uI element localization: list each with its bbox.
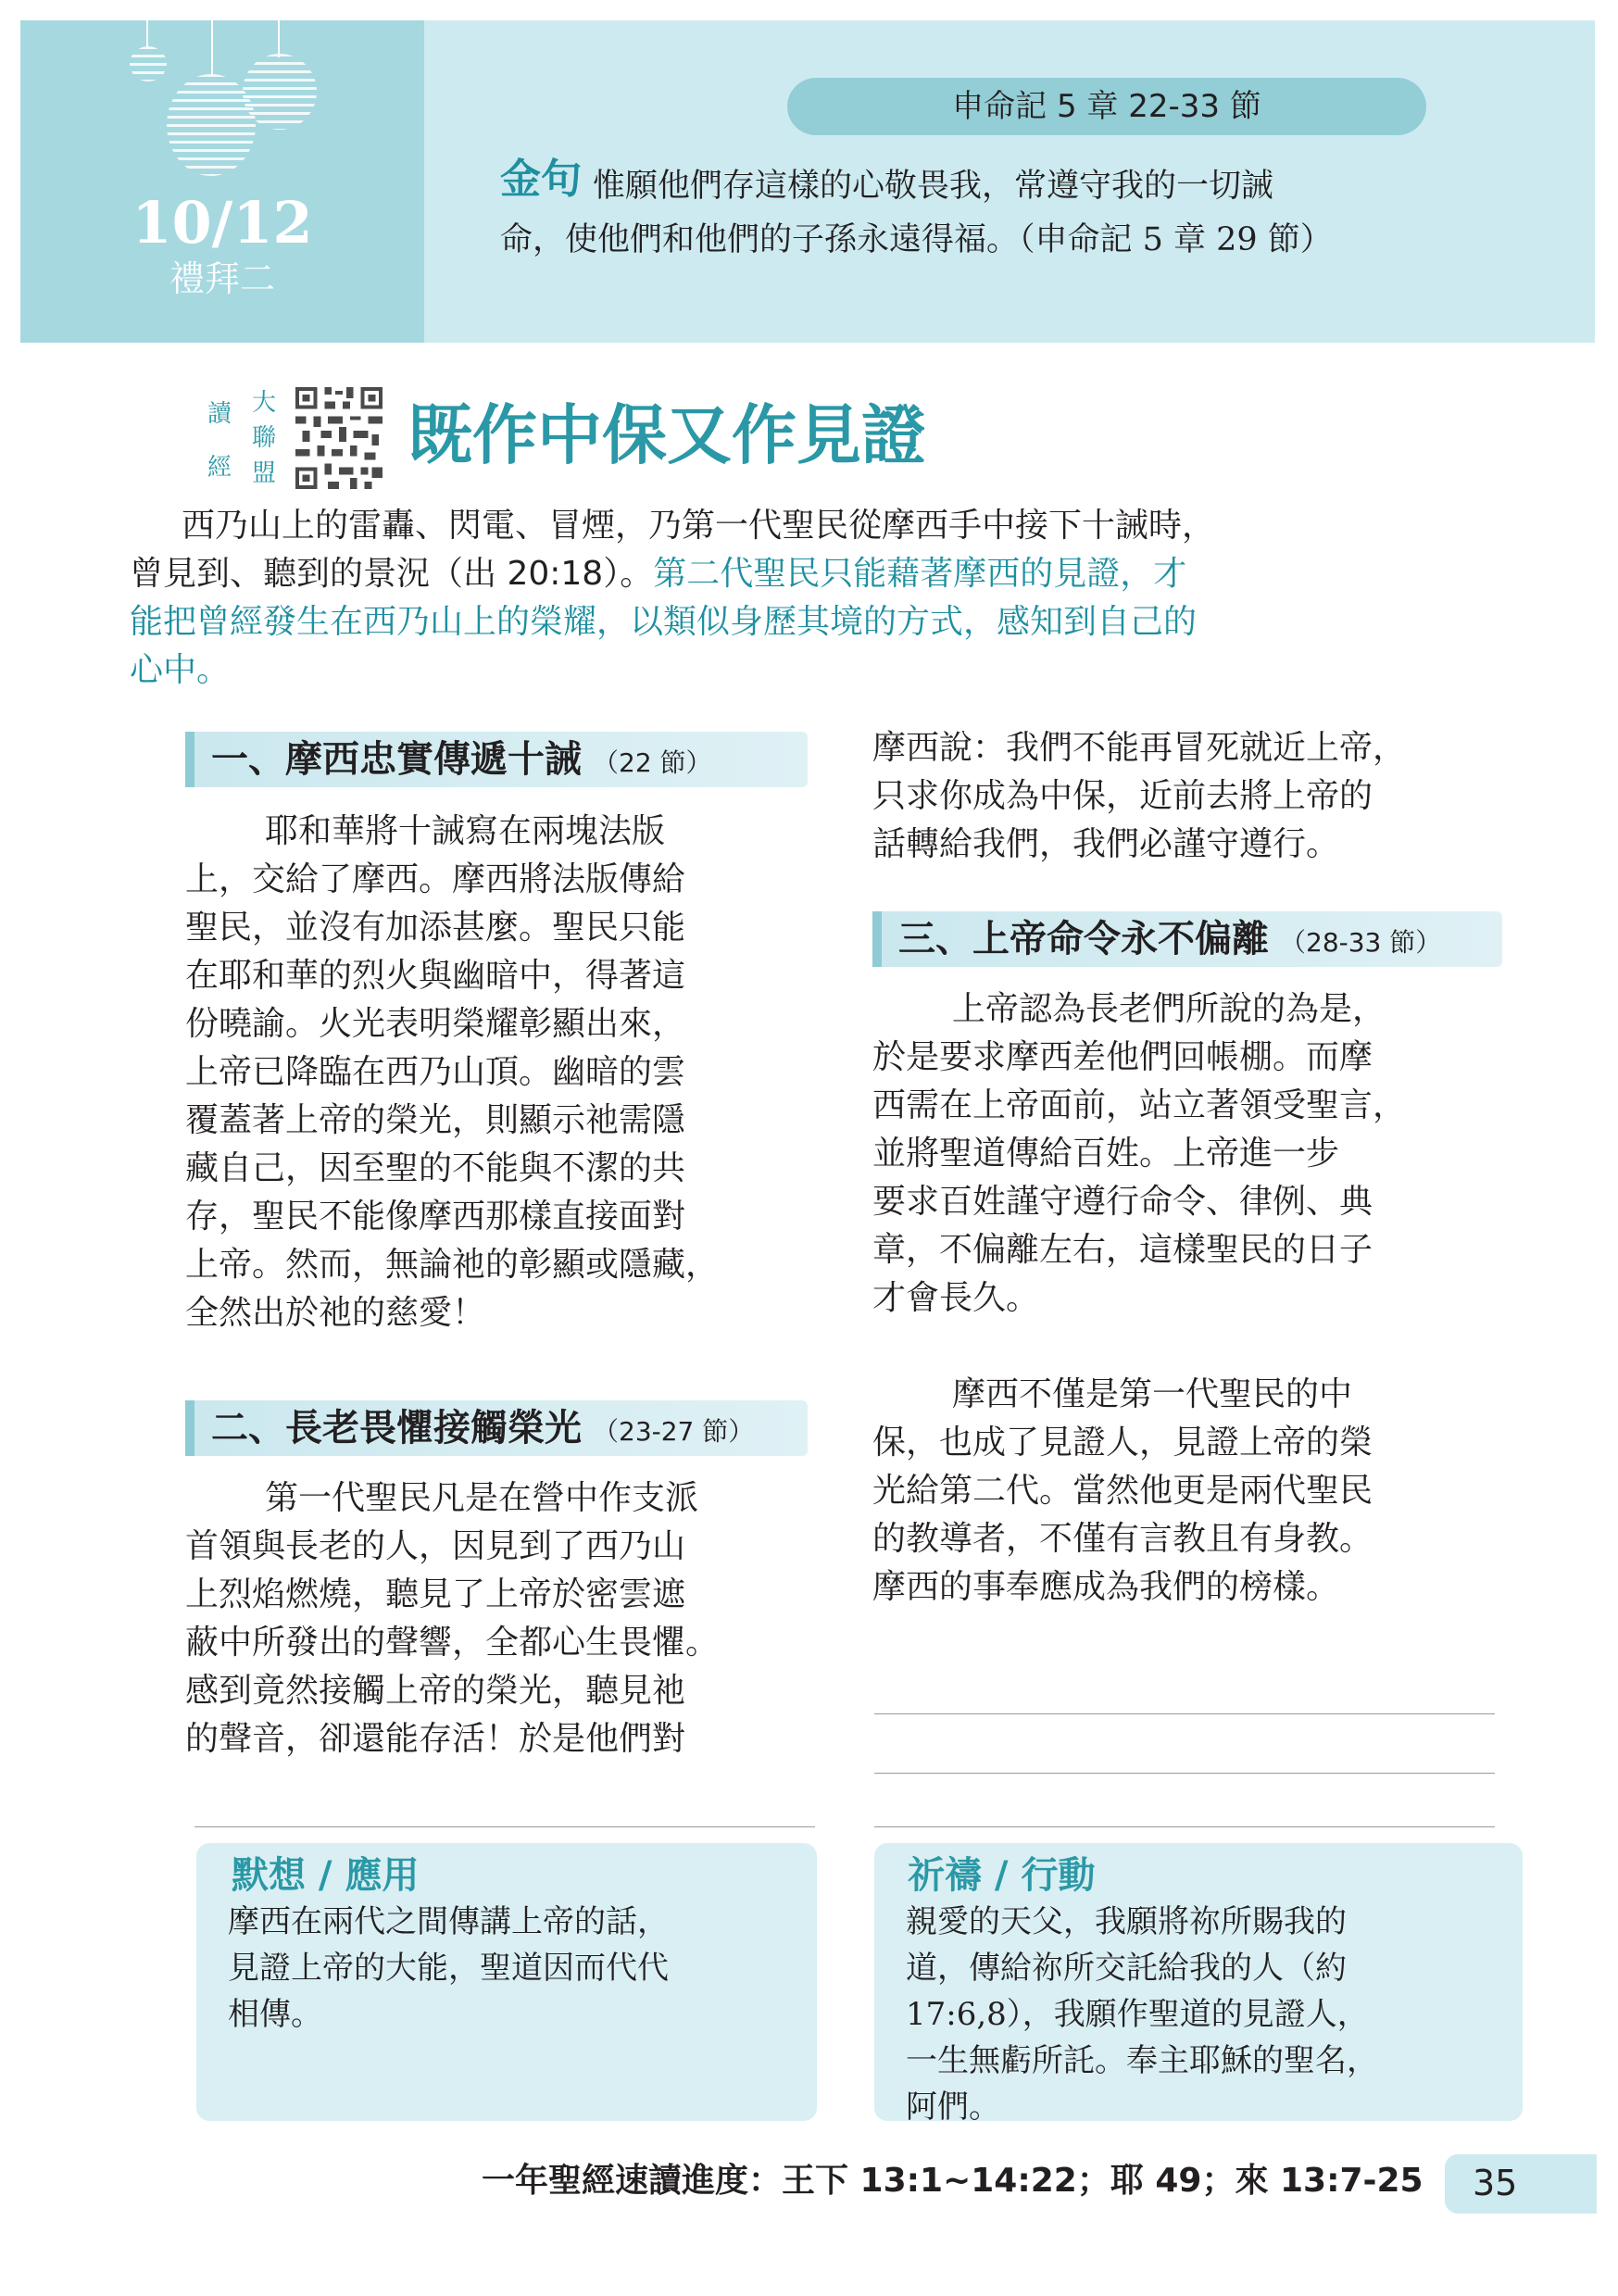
section1-line: 全然出於祂的慈愛！	[185, 1294, 486, 1332]
conclusion-line: 光給第二代。當然他更是兩代聖民	[872, 1472, 1373, 1510]
section1-header	[185, 732, 808, 787]
section2-header	[185, 1400, 808, 1456]
lantern-string-mid	[211, 20, 213, 76]
scripture-reference: 申命記 5 章 22-33 節	[952, 88, 1261, 125]
section1-line: 上帝已降臨在西乃山頂。幽暗的雲	[185, 1053, 686, 1091]
section1-line: 耶和華將十誡寫在兩塊法版	[265, 812, 666, 850]
section3-title: 三、上帝命令永不偏離	[898, 918, 1269, 960]
section2-continued-line: 只求你成為中保，近前去將上帝的	[872, 777, 1373, 815]
section1-line: 存，聖民不能像摩西那樣直接面對	[185, 1198, 686, 1236]
golden-verse-label: 金句	[500, 156, 582, 203]
page-number-tab	[1445, 2154, 1597, 2214]
weekday: 禮拜二	[169, 258, 275, 299]
section1-line: 份曉諭。火光表明榮耀彰顯出來，	[185, 1005, 686, 1043]
meditation-title: 默想 / 應用	[232, 1854, 420, 1897]
brand-left-char-1: 讀	[207, 400, 232, 428]
section1-line: 藏自己，因至聖的不能與不潔的共	[185, 1149, 686, 1187]
brand-right-char-3: 盟	[252, 459, 277, 487]
section3-line: 才會長久。	[872, 1279, 1040, 1317]
section3-line: 上帝認為長老們所說的為是，	[952, 990, 1386, 1028]
page-number: 35	[1473, 2163, 1518, 2203]
section2-line: 感到竟然接觸上帝的榮光，聽見祂	[185, 1672, 686, 1710]
section1-line: 聖民，並沒有加添甚麼。聖民只能	[185, 909, 686, 947]
section3-header	[872, 911, 1502, 967]
conclusion	[872, 1371, 1502, 1612]
meditation-text	[228, 1899, 802, 2038]
intro-line-3: 能把曾經發生在西乃山上的榮耀，以類似身歷其境的方式，感知到自己的	[130, 603, 1198, 641]
article-title: 既作中保又作見證	[408, 396, 926, 473]
note-line	[874, 1826, 1495, 1827]
conclusion-line: 的教導者，不僅有言教且有身教。	[872, 1520, 1373, 1558]
prayer-title: 祈禱 / 行動	[908, 1854, 1096, 1897]
reading-plan: 一年聖經速讀進度：王下 13:1~14:22；耶 49；來 13:7-25	[482, 2162, 1424, 2200]
lantern-string-large	[278, 20, 280, 57]
lantern-string-small	[146, 20, 148, 48]
section2-continued-line: 摩西說：我們不能再冒死就近上帝，	[872, 729, 1407, 767]
section2-line: 的聲音，卻還能存活！於是他們對	[185, 1720, 686, 1758]
intro-paragraph	[130, 502, 1478, 695]
note-line	[874, 1713, 1495, 1714]
section2-title: 二、長老畏懼接觸榮光	[211, 1407, 582, 1449]
prayer-line: 一生無虧所託。奉主耶穌的聖名，	[906, 2042, 1378, 2079]
section2-line: 上烈焰燃燒，聽見了上帝於密雲遮	[185, 1575, 686, 1613]
section1-line: 上，交給了摩西。摩西將法版傳給	[185, 860, 686, 898]
section3-ref: （28-33 節）	[1280, 927, 1442, 958]
intro-line-2a: 曾見到、聽到的景況（出 20:18）。	[130, 555, 654, 593]
prayer-line: 道，傳給祢所交託給我的人（約	[906, 1950, 1347, 1987]
section1-ref: （22 節）	[593, 747, 712, 778]
prayer-line: 親愛的天父，我願將祢所賜我的	[906, 1903, 1347, 1940]
section2-continued-line: 話轉給我們，我們必謹守遵行。	[872, 825, 1340, 863]
intro-line-1: 西乃山上的雷轟、閃電、冒煙，乃第一代聖民從摩西手中接下十誡時，	[182, 507, 1216, 545]
section1-line: 在耶和華的烈火與幽暗中，得著這	[185, 957, 686, 995]
section2-continued	[872, 724, 1502, 869]
lantern-mid-icon	[167, 74, 256, 176]
intro-line-2b: 第二代聖民只能藉著摩西的見證，才	[653, 555, 1187, 593]
section1-line: 上帝。然而，無論祂的彰顯或隱藏，	[185, 1246, 720, 1284]
golden-verse-line2: 命，使他們和他們的子孫永遠得福。（申命記 5 章 29 節）	[500, 221, 1333, 258]
section2-line: 首領與長老的人，因見到了西乃山	[185, 1527, 686, 1565]
intro-line-4: 心中。	[130, 651, 231, 689]
prayer-line: 阿們。	[906, 2089, 1000, 2126]
note-line	[874, 1773, 1495, 1774]
note-line	[194, 1826, 815, 1827]
section3-line: 並將聖道傳給百姓。上帝進一步	[872, 1135, 1340, 1173]
intro-line-2	[130, 550, 1478, 598]
conclusion-line: 摩西的事奉應成為我們的榜樣。	[872, 1568, 1340, 1606]
meditation-line: 相傳。	[228, 1996, 322, 2033]
prayer-line: 17:6,8），我願作聖道的見證人，	[906, 1996, 1369, 2033]
conclusion-line: 摩西不僅是第一代聖民的中	[952, 1375, 1353, 1413]
section1-line: 覆蓋著上帝的榮光，則顯示祂需隱	[185, 1101, 686, 1139]
section2-line: 蔽中所發出的聲響，全都心生畏懼。	[185, 1624, 720, 1662]
golden-verse-line1: 惟願他們存這樣的心敬畏我，常遵守我的一切誡	[593, 168, 1274, 205]
conclusion-line: 保，也成了見證人，見證上帝的榮	[872, 1424, 1373, 1462]
date: 10/12	[132, 189, 313, 257]
section2-body	[185, 1474, 806, 1763]
section2-line: 第一代聖民凡是在營中作支派	[265, 1479, 699, 1517]
meditation-line: 見證上帝的大能，聖道因而代代	[228, 1950, 669, 1987]
section1-title: 一、摩西忠實傳遞十誡	[211, 738, 582, 781]
section3-line: 要求百姓謹守遵行命令、律例、典	[872, 1183, 1373, 1221]
meditation-line: 摩西在兩代之間傳講上帝的話，	[228, 1903, 669, 1940]
brand-right-char-2: 聯	[252, 424, 277, 452]
brand-left-char-2: 經	[207, 454, 232, 482]
brand-right-char-1: 大	[252, 389, 277, 417]
section3-line: 章，不偏離左右，這樣聖民的日子	[872, 1231, 1373, 1269]
section1-body	[185, 808, 806, 1337]
qr-code-icon[interactable]	[295, 387, 383, 489]
section3-line: 西需在上帝面前，站立著領受聖言，	[872, 1086, 1407, 1124]
prayer-text	[906, 1899, 1508, 2130]
section3-body	[872, 985, 1502, 1323]
section3-line: 於是要求摩西差他們回帳棚。而摩	[872, 1038, 1373, 1076]
lantern-small-icon	[130, 46, 167, 82]
section2-ref: （23-27 節）	[593, 1416, 755, 1447]
